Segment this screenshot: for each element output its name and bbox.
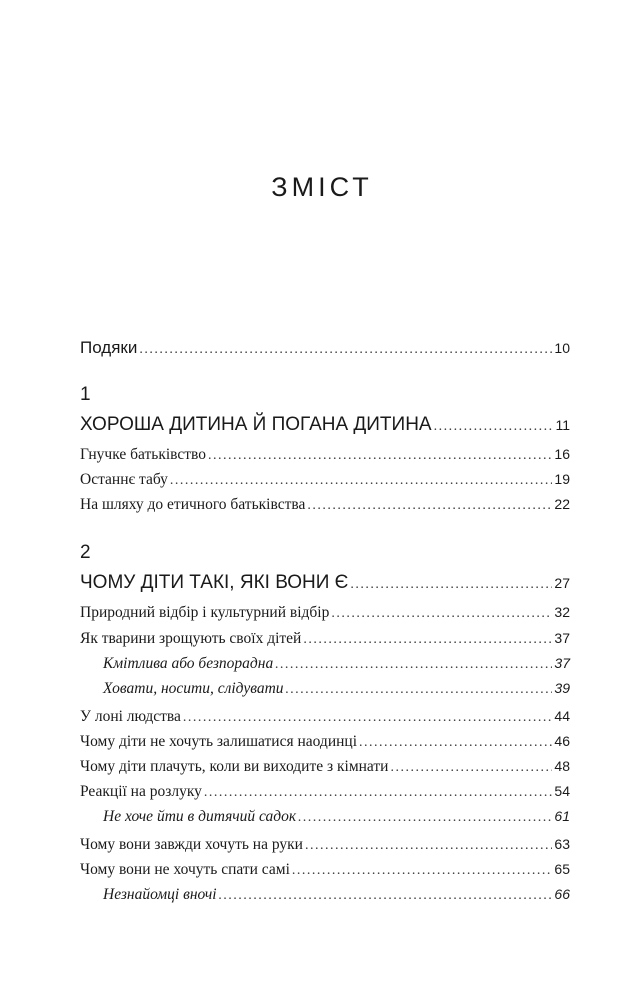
toc-entry[interactable] — [80, 783, 570, 801]
toc-subentry[interactable] — [80, 886, 570, 904]
toc-page-number: 37 — [554, 655, 570, 671]
leader-dots — [286, 682, 553, 698]
toc-subentry[interactable] — [80, 680, 570, 698]
leader-dots — [275, 657, 552, 673]
leader-dots — [204, 785, 553, 801]
leader-dots — [208, 448, 552, 464]
toc-entry-label: Чому діти плачуть, коли ви виходите з кімнати — [80, 758, 389, 775]
toc-entry-label: Гнучке батьківство — [80, 446, 206, 463]
leader-dots — [350, 577, 552, 593]
toc-entry-label: Чому вони завжди хочуть на руки — [80, 836, 303, 853]
toc-entry-label: На шляху до етичного батьківства — [80, 496, 306, 513]
toc-entry[interactable] — [80, 604, 570, 622]
leader-dots — [390, 760, 552, 776]
leader-dots — [219, 888, 553, 904]
toc-page-number: 16 — [554, 446, 570, 462]
toc-page-number: 61 — [554, 808, 570, 824]
toc-entry[interactable] — [80, 758, 570, 776]
toc-entry-label: Чому діти не хочуть залишатися наодинці — [80, 733, 358, 750]
leader-dots — [303, 632, 552, 648]
toc-page-number: 10 — [554, 340, 570, 356]
toc-page-number: 48 — [554, 758, 570, 774]
chapter-title: ХОРОША ДИТИНА Й ПОГАНА ДИТИНА — [80, 414, 432, 435]
toc-entry[interactable] — [80, 496, 570, 514]
toc-entry[interactable] — [80, 861, 570, 879]
toc-entry[interactable] — [80, 733, 570, 751]
toc-page-number: 19 — [554, 471, 570, 487]
toc-chapter-2[interactable] — [80, 572, 570, 594]
toc-entry-label: Ховати, носити, слідувати — [103, 680, 284, 697]
toc-page-number: 11 — [555, 417, 570, 433]
toc-page-number: 63 — [554, 836, 570, 852]
leader-dots — [307, 498, 552, 514]
chapter-title: ЧОМУ ДІТИ ТАКІ, ЯКІ ВОНИ Є — [80, 572, 349, 593]
toc-entry[interactable] — [80, 836, 570, 854]
toc-page-number: 46 — [554, 733, 570, 749]
toc-page-number: 65 — [554, 861, 570, 877]
leader-dots — [139, 342, 552, 358]
toc-entry-label: У лоні людства — [80, 708, 181, 725]
leader-dots — [359, 735, 552, 751]
toc-subentry[interactable] — [80, 808, 570, 826]
leader-dots — [170, 473, 553, 489]
toc-entry-label: Кмітлива або безпорадна — [103, 655, 274, 672]
toc-chapter-1[interactable] — [80, 414, 570, 436]
leader-dots — [305, 838, 552, 854]
toc-entry-label: Чому вони не хочуть спати самі — [80, 861, 290, 878]
leader-dots — [298, 810, 552, 826]
leader-dots — [183, 710, 553, 726]
chapter-number: 2 — [80, 542, 91, 563]
toc-page-number: 22 — [554, 496, 570, 512]
chapter-number: 1 — [80, 384, 91, 405]
toc-page-number: 54 — [554, 783, 570, 799]
leader-dots — [331, 606, 552, 622]
toc-entry-label: Не хоче йти в дитячий садок — [103, 808, 297, 825]
toc-entry-label: Реакції на розлуку — [80, 783, 202, 800]
page-title: ЗМІСТ — [271, 172, 373, 202]
toc-entry-acknowledgements[interactable] — [80, 338, 570, 358]
toc-entry-label: Незнайомці вночі — [103, 886, 217, 903]
toc-subentry[interactable] — [80, 655, 570, 673]
toc-page-number: 37 — [554, 630, 570, 646]
toc-page-number: 32 — [554, 604, 570, 620]
toc-entry-label: Подяки — [80, 338, 138, 357]
leader-dots — [434, 419, 554, 435]
toc-page-number: 39 — [554, 680, 570, 696]
toc-page-number: 27 — [554, 575, 570, 591]
toc-entry[interactable] — [80, 446, 570, 464]
toc-entry[interactable] — [80, 630, 570, 648]
toc-page-number: 66 — [554, 886, 570, 902]
toc-entry-label: Як тварини зрощують своїх дітей — [80, 630, 302, 647]
toc-page-number: 44 — [554, 708, 570, 724]
toc-entry-label: Природний відбір і культурний відбір — [80, 604, 330, 621]
leader-dots — [292, 863, 553, 879]
toc-entry[interactable] — [80, 471, 570, 489]
toc-entry[interactable] — [80, 708, 570, 726]
toc-entry-label: Останнє табу — [80, 471, 168, 488]
